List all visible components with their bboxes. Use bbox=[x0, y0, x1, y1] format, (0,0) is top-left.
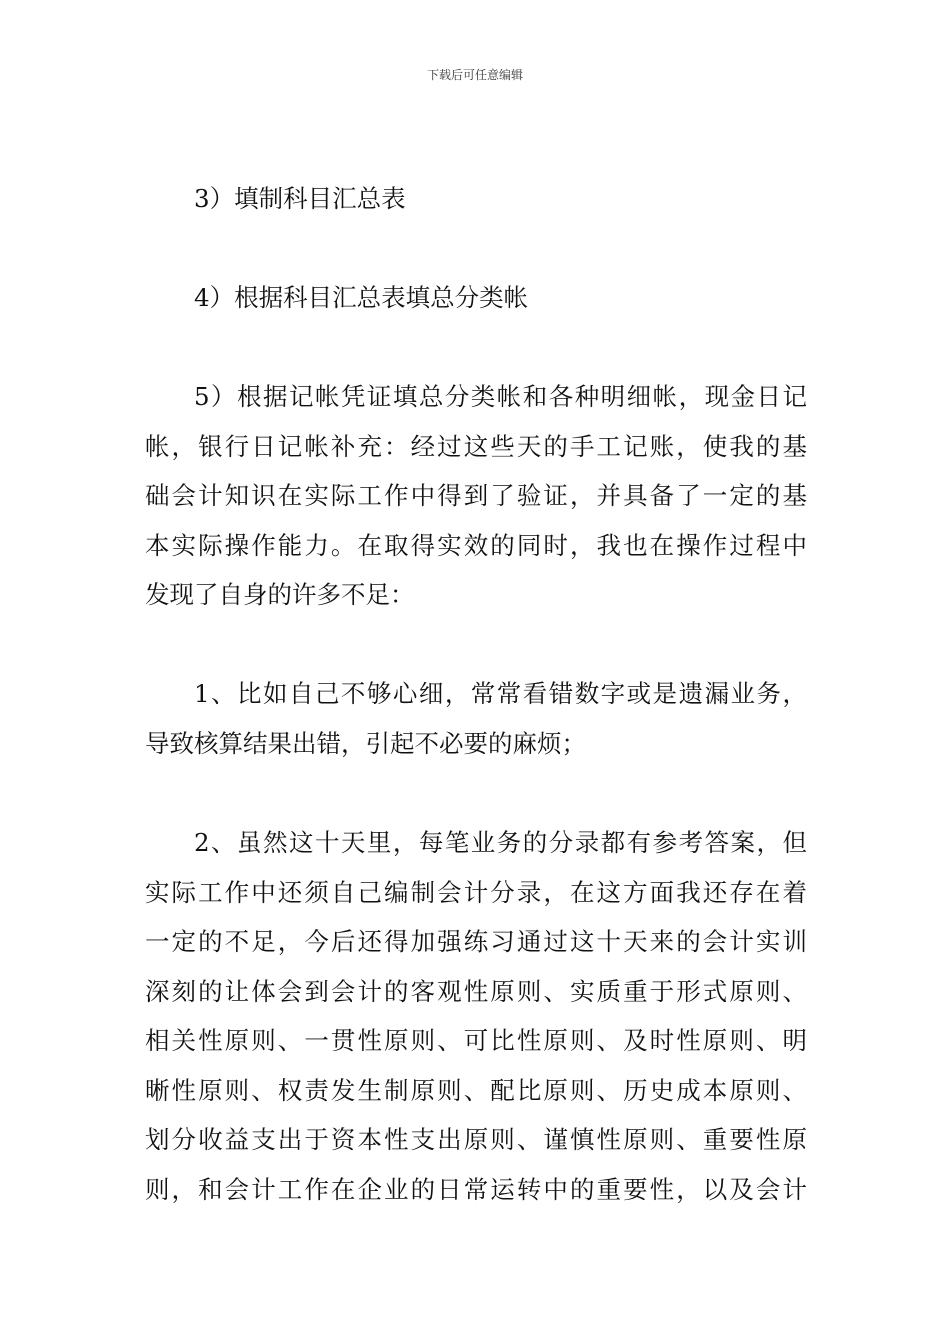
text-line: 3）填制科目汇总表 bbox=[194, 184, 406, 213]
paragraph-step-5 bbox=[145, 372, 807, 620]
text-line: 础会计知识在实际工作中得到了验证，并具备了一定的基 bbox=[145, 481, 807, 510]
paragraph-step-4 bbox=[145, 273, 807, 323]
text-line: 划分收益支出于资本性支出原则、谨慎性原则、重要性原 bbox=[145, 1125, 807, 1154]
text-line: 发现了自身的许多不足： bbox=[145, 580, 415, 609]
text-line: 相关性原则、一贯性原则、可比性原则、及时性原则、明 bbox=[145, 1026, 807, 1055]
paragraph-step-3 bbox=[145, 174, 807, 224]
text-line: 2、虽然这十天里，每笔业务的分录都有参考答案，但 bbox=[194, 828, 807, 857]
text-line: 4）根据科目汇总表填总分类帐 bbox=[194, 283, 529, 312]
text-line: 本实际操作能力。在取得实效的同时，我也在操作过程中 bbox=[145, 530, 807, 560]
text-line: 晰性原则、权责发生制原则、配比原则、历史成本原则、 bbox=[145, 1075, 807, 1105]
text-line: 1、比如自己不够心细，常常看错数字或是遗漏业务， bbox=[194, 679, 807, 708]
text-line: 帐，银行日记帐补充：经过这些天的手工记账，使我的基 bbox=[145, 431, 807, 461]
text-line: 5）根据记帐凭证填总分类帐和各种明细帐，现金日记 bbox=[194, 382, 807, 411]
text-line: 一定的不足，今后还得加强练习通过这十天来的会计实训 bbox=[145, 927, 807, 956]
text-line: 则，和会计工作在企业的日常运转中的重要性，以及会计 bbox=[145, 1174, 807, 1204]
text-line: 深刻的让体会到会计的客观性原则、实质重于形式原则、 bbox=[145, 976, 807, 1006]
paragraph-item-1 bbox=[145, 669, 807, 768]
page-header: 下载后可任意编辑 bbox=[426, 68, 523, 82]
paragraph-item-2 bbox=[145, 818, 807, 1214]
text-line: 导致核算结果出错，引起不必要的麻烦； bbox=[145, 728, 586, 758]
text-line: 实际工作中还须自己编制会计分录，在这方面我还存在着 bbox=[145, 877, 807, 907]
